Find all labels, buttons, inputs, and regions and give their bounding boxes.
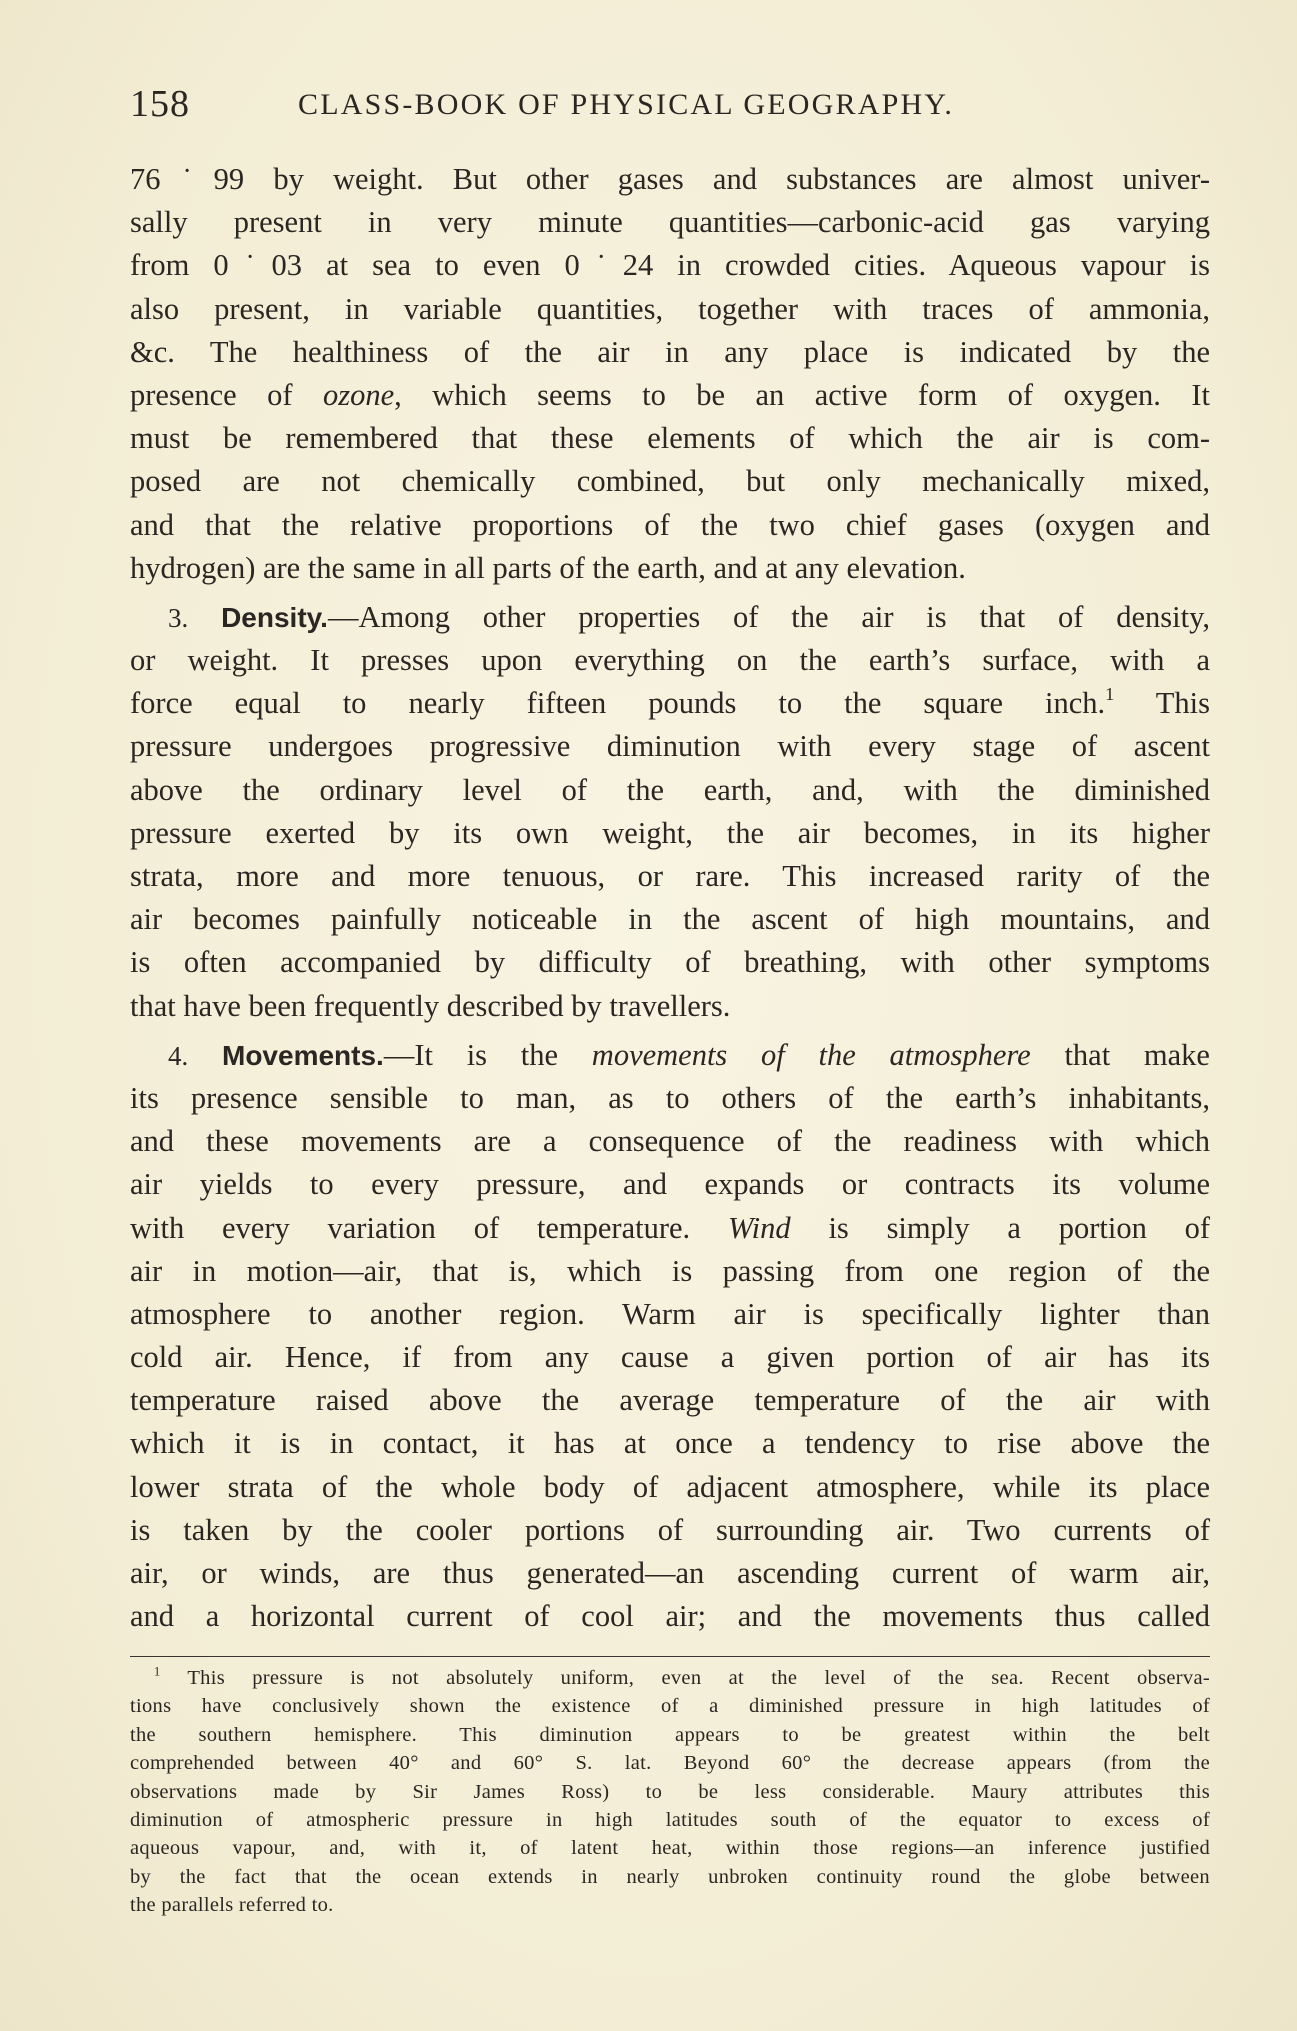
text-line: air, or winds, are thus generated—an ascending current of warm air,: [130, 1556, 1210, 1590]
footnote-line: the parallels referred to.: [130, 1894, 334, 1917]
text-line: and these movements are a consequence of the readiness with which: [130, 1124, 1210, 1159]
text-run: —Among other properties of the air is that of density,: [327, 599, 1210, 634]
section-heading: Movements.: [222, 1039, 384, 1071]
text-line: pressure exerted by its own weight, the air becomes, in its higher: [130, 815, 1210, 850]
footnote-line: observations made by Sir James Ross) to be less considerable. Maury attributes this: [130, 1780, 1210, 1803]
text-run: is simply a portion of: [790, 1210, 1211, 1245]
section-number: 4.: [168, 1040, 189, 1071]
text-line: sally present in very minute quantities—carbonic-acid gas varying: [130, 205, 1210, 240]
text-line: must be remembered that these elements of which the air is com-: [130, 421, 1210, 456]
text-line: [130, 374, 1210, 417]
text-line: posed are not chemically combined, but only mechanically mixed,: [130, 464, 1210, 499]
footnote-line: comprehended between 40° and 60° S. lat. Beyond 60° the decrease appears (from the: [130, 1752, 1210, 1775]
footnote-divider: [130, 1656, 1210, 1657]
italic-term: ozone: [322, 377, 395, 412]
text-line: strata, more and more tenuous, or rare. This increased rarity of the: [130, 859, 1210, 893]
text-line: [130, 682, 1210, 725]
text-line: or weight. It presses upon everything on the earth’s surface, with a: [130, 643, 1210, 678]
section-4-first-line: [130, 1034, 1210, 1077]
text-line: [130, 1207, 1210, 1250]
footnote-line: by the fact that the ocean extends in nearly unbroken continuity round the globe between: [130, 1865, 1210, 1888]
footnote-line: diminution of atmospheric pressure in high latitudes south of the equator to excess of: [130, 1808, 1210, 1831]
text-line: atmosphere to another region. Warm air is specifically lighter than: [130, 1296, 1210, 1331]
text-line: is often accompanied by difficulty of breathing, with other symptoms: [130, 945, 1210, 980]
footnote-line: tions have conclusively shown the existence of a diminished pressure in high latitudes of: [130, 1695, 1210, 1718]
text-line: air becomes painfully noticeable in the ascent of high mountains, and: [130, 902, 1210, 937]
text-line: its presence sensible to man, as to others of the earth’s inhabitants,: [130, 1080, 1210, 1115]
body-text: [130, 158, 1210, 1638]
footnote-reference[interactable]: 1: [1105, 684, 1115, 705]
text-run: This: [1114, 686, 1210, 721]
footnote-mark: 1: [154, 1664, 161, 1679]
text-line: and that the relative proportions of the two chief gases (oxygen and: [130, 507, 1210, 542]
text-run: force equal to nearly fifteen pounds to the square inch.: [130, 686, 1106, 721]
running-head: CLASS-BOOK OF PHYSICAL GEOGRAPHY.: [298, 88, 955, 121]
text-line: air yields to every pressure, and expands or contracts its volume: [130, 1167, 1210, 1202]
section-3-first-line: [130, 596, 1210, 639]
text-line: above the ordinary level of the earth, and, with the diminished: [130, 772, 1210, 807]
text-line: &c. The healthiness of the air in any place is indicated by the: [130, 334, 1210, 369]
text-run: , which seems to be an active form of oxygen. It: [394, 377, 1210, 412]
text-line: is taken by the cooler portions of surrounding air. Two currents of: [130, 1512, 1210, 1547]
page-number: 158: [130, 83, 190, 125]
footnote-line: [130, 1664, 1210, 1692]
text-line: cold air. Hence, if from any cause a given portion of air has its: [130, 1340, 1210, 1375]
text-line: also present, in variable quantities, together with traces of ammonia,: [130, 291, 1210, 326]
page-header: [130, 82, 1210, 132]
section-heading: Density.: [221, 601, 328, 633]
text-line: that have been frequently described by travellers.: [130, 988, 731, 1023]
text-line: hydrogen) are the same in all parts of the earth, and at any elevation.: [130, 550, 966, 585]
text-line: lower strata of the whole body of adjacent atmosphere, while its place: [130, 1469, 1210, 1504]
text-run: that make: [1030, 1037, 1210, 1072]
section-number: 3.: [168, 602, 189, 633]
text-line: pressure undergoes progressive diminution with every stage of ascent: [130, 729, 1210, 764]
text-line: 76˙99 by weight. But other gases and substances are almost univer-: [130, 162, 1210, 196]
footnote-line: aqueous vapour, and, with it, of latent heat, within those regions—an inference justified: [130, 1837, 1210, 1860]
text-run: with every variation of temperature.: [130, 1210, 728, 1245]
italic-term: movements of the atmosphere: [591, 1037, 1031, 1072]
text-line: temperature raised above the average temperature of the air with: [130, 1383, 1210, 1418]
footnote-line: the southern hemisphere. This diminution appears to be greatest within the belt: [130, 1723, 1210, 1746]
text-line: from 0˙03 at sea to even 0˙24 in crowded cities. Aqueous vapour is: [130, 248, 1210, 283]
text-line: air in motion—air, that is, which is passing from one region of the: [130, 1253, 1210, 1288]
italic-term: Wind: [727, 1210, 791, 1245]
text-line: which it is in contact, it has at once a tendency to rise above the: [130, 1426, 1210, 1461]
text-line: and a horizontal current of cool air; and the movements thus called: [130, 1599, 1210, 1634]
text-run: presence of: [130, 377, 323, 412]
text-run: This pressure is not absolutely uniform, even at the level of the sea. Recent observa-: [160, 1667, 1210, 1689]
text-run: —It is the: [383, 1037, 592, 1072]
footnote: [130, 1664, 1210, 1920]
